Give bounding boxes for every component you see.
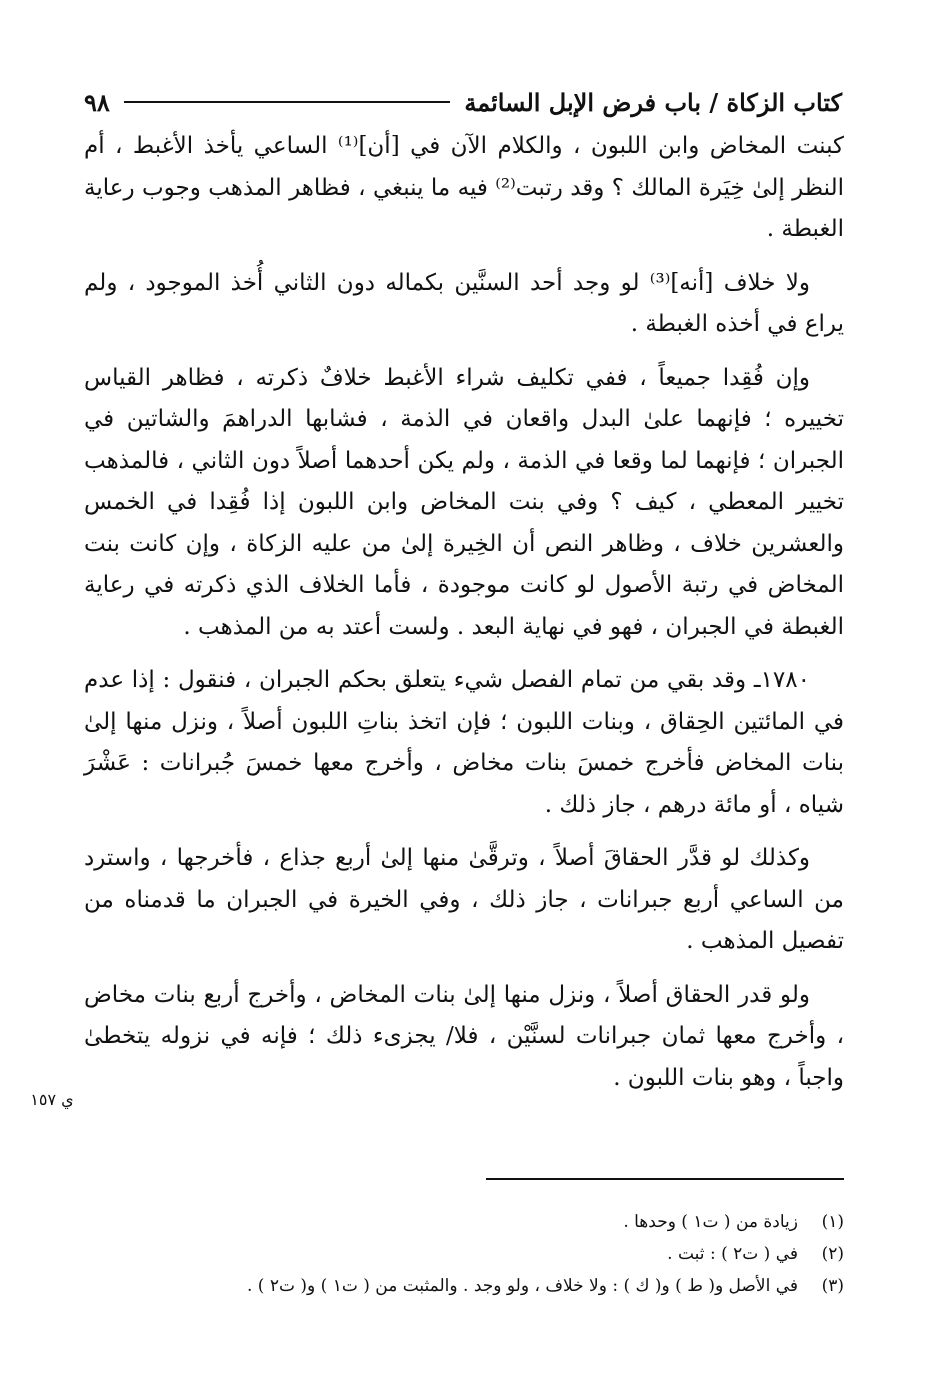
header-rule: [124, 101, 451, 103]
body-text: [84, 126, 844, 1111]
paragraph-1: كبنت المخاض وابن اللبون ، والكلام الآن في [أن]⁽¹⁾ الساعي يأخذ الأغبط ، أم النظر إلىٰ خِيَرة المالك ؟ وقد رتبت⁽²⁾ فيه ما ينبغي ، فظاهر المذهب وجوب رعاية الغبطة .: [84, 133, 844, 242]
paragraph-2: ولا خلاف [أنه]⁽³⁾ لو وجد أحد السنَّين بكماله دون الثاني أُخذ الموجود ، ولم يراع في أخذه الغبطة .: [84, 269, 844, 337]
paragraph-6: ولو قدر الحقاق أصلاً ، ونزل منها إلىٰ بنات المخاض ، وأخرج أربع بنات مخاض ، وأخرج معها ثمان جبرانات لسنَّيْن ، فلا/ يجزىء ذلك ؛ فإنه في نزوله يتخطىٰ واجباً ، وهو بنات اللبون .: [84, 981, 844, 1091]
margin-reference: ي ١٥٧: [30, 1090, 74, 1109]
footnote-text: في الأصل و( ط ) و( ك ) : ولا خلاف ، ولو وجد . والمثبت من ( ت١ ) و( ت٢ ) .: [247, 1276, 798, 1296]
footnote-number: (١): [821, 1212, 844, 1232]
page-header: [84, 82, 842, 122]
paragraph-5: وكذلك لو قدَّر الحقاقَ أصلاً ، وترقَّىٰ منها إلىٰ أربع جذاع ، فأخرجها ، واسترد من الساعي أربع جبرانات ، جاز ذلك ، وفي الخيرة في الجبران ما قدمناه من تفصيل المذهب .: [84, 845, 844, 954]
footnotes: [84, 1206, 844, 1302]
page-number: ٩٨: [84, 87, 110, 117]
footnote-number: (٣): [821, 1276, 844, 1296]
footnote-text: زيادة من ( ت١ ) وحدها .: [623, 1212, 798, 1232]
paragraph-3: وإن فُقِدا جميعاً ، ففي تكليف شراء الأغبط خلافٌ ذكرته ، فظاهر القياس تخييره ؛ فإنهما علىٰ البدل واقعان في الذمة ، فشابها الدراهمَ والشاتين في الجبران ؛ فإنهما لما وقعا في الذمة ، ولم يكن أحدهما أصلاً دون الثاني ، فالمذهب تخيير المعطي ، كيف ؟ وفي بنت المخاض وابن اللبون إذا فُقِدا في الخمس والعشرين خلاف ، وظاهر النص أن الخِيرة إلىٰ من عليه الزكاة ، وإن كانت بنت المخاض في رتبة الأصول لو كانت موجودة ، فأما الخلاف الذي ذكرته في رعاية الغبطة في الجبران ، فهو في نهاية البعد . ولست أعتد به من المذهب .: [84, 364, 844, 640]
footnote-item: [84, 1270, 844, 1302]
footnote-number: (٢): [821, 1244, 844, 1264]
running-title: كتاب الزكاة / باب فرض الإبل السائمة: [464, 87, 842, 117]
footnote-separator: [486, 1178, 844, 1180]
footnote-item: [84, 1206, 844, 1238]
footnote-item: [84, 1238, 844, 1270]
footnote-text: في ( ت٢ ) : ثبت .: [667, 1244, 798, 1264]
paragraph-4: ١٧٨٠ـ وقد بقي من تمام الفصل شيء يتعلق بحكم الجبران ، فنقول : إذا عدم في المائتين الحِقاق ، وبنات اللبون ؛ فإن اتخذ بناتِ اللبون أصلاً ، ونزل منها إلىٰ بنات المخاض فأخرج خمسَ بنات مخاض ، وأخرج معها خمسَ جُبرانات : عَشْرَ شياه ، أو مائة درهم ، جاز ذلك .: [84, 667, 844, 818]
